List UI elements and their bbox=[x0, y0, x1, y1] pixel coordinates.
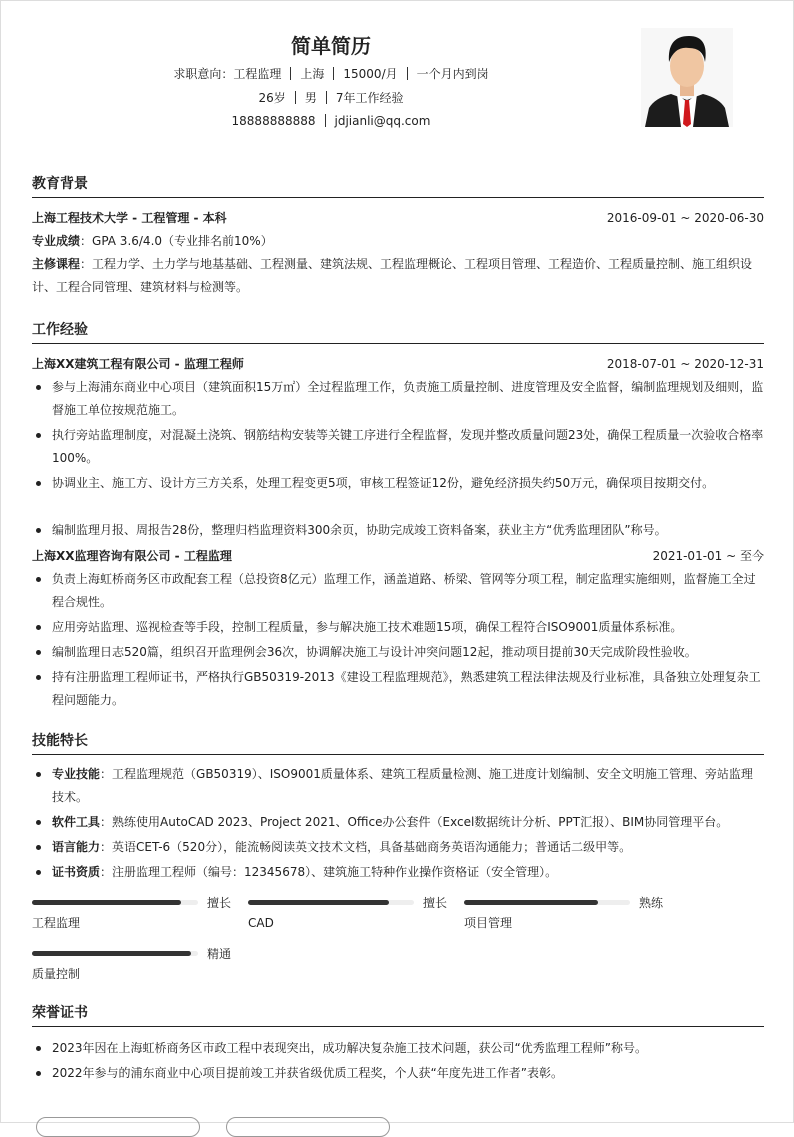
skill-text: ：工程监理规范（GB50319）、ISO9001质量体系、建筑工程质量检测、施工进度计划编制、安全文明施工管理、旁站监理技术。 bbox=[52, 767, 753, 804]
skill-level: 擅长 bbox=[423, 895, 448, 910]
list-item: 编制监理日志520篇，组织召开监理例会36次，协调解决施工与设计冲突问题12起，推动项目提前30天完成阶段性验收。 bbox=[32, 641, 764, 664]
age: 26岁 bbox=[258, 90, 286, 105]
skill-bars bbox=[32, 892, 764, 994]
gpa-label: 专业成绩 bbox=[32, 234, 81, 248]
list-item bbox=[32, 836, 764, 859]
skill-bar-item bbox=[32, 892, 248, 943]
skill-label: 专业技能 bbox=[52, 767, 101, 781]
skill-track bbox=[464, 900, 630, 905]
skill-track bbox=[32, 900, 198, 905]
city: 上海 bbox=[300, 67, 325, 81]
gpa bbox=[32, 230, 764, 253]
availability: 一个月内到岗 bbox=[416, 67, 489, 81]
resume-body bbox=[32, 171, 764, 1087]
skill-track bbox=[248, 900, 414, 905]
salary: 15000/月 bbox=[343, 67, 398, 81]
cut-off-box bbox=[36, 1117, 200, 1137]
education-heading: 教育背景 bbox=[32, 171, 764, 198]
skill-label: 证书资质 bbox=[52, 865, 101, 879]
skill-name: 项目管理 bbox=[464, 916, 513, 930]
list-item: 负责上海虹桥商务区市政配套工程（总投资8亿元）监理工作，涵盖道路、桥梁、管网等分项工程，制定监理实施细则，监督施工全过程合规性。 bbox=[32, 568, 764, 614]
job-date: 2018-07-01 ~ 2020-12-31 bbox=[606, 357, 764, 371]
list-item bbox=[32, 861, 764, 884]
list-item: 执行旁站监理制度，对混凝土浇筑、钢筋结构安装等关键工序进行全程监督，发现并整改质量问题23处，确保工程质量一次验收合格率100%。 bbox=[32, 424, 764, 470]
skill-fill bbox=[248, 900, 389, 905]
skill-name: 工程监理 bbox=[32, 916, 81, 930]
job-title: 上海XX建筑工程有限公司 - 监理工程师 bbox=[32, 357, 244, 371]
skill-level: 熟练 bbox=[639, 895, 664, 910]
gpa-value: ：GPA 3.6/4.0（专业排名前10%） bbox=[80, 234, 273, 248]
list-item: 2023年因在上海虹桥商务区市政工程中表现突出，成功解决复杂施工技术问题，获公司“优秀监理工程师”称号。 bbox=[32, 1037, 764, 1060]
list-item: 编制监理月报、周报告28份，整理归档监理资料300余页，协助完成竣工资料备案，获业主方“优秀监理团队”称号。 bbox=[32, 519, 764, 542]
gender: 男 bbox=[304, 90, 317, 105]
list-item: 持有注册监理工程师证书，严格执行GB50319-2013《建设工程监理规范》，熟悉建筑工程法律法规及行业标准，具备独立处理复杂工程问题能力。 bbox=[32, 666, 764, 712]
skill-label: 语言能力 bbox=[52, 840, 101, 854]
job-intent: 求职意向：工程监理 bbox=[173, 67, 282, 81]
skill-name: 质量控制 bbox=[32, 967, 81, 981]
list-item bbox=[32, 763, 764, 809]
job-bullets bbox=[32, 376, 764, 542]
skill-text: ：英语CET-6（520分），能流畅阅读英文技术文档，具备基础商务英语沟通能力；普通话二级甲等。 bbox=[100, 840, 632, 854]
skill-fill bbox=[464, 900, 598, 905]
work-heading: 工作经验 bbox=[32, 317, 764, 344]
list-item: 应用旁站监理、巡视检查等手段，控制工程质量，参与解决施工技术难题15项，确保工程符合ISO9001质量体系标准。 bbox=[32, 616, 764, 639]
courses-label: 主修课程 bbox=[32, 257, 81, 271]
list-item: 参与上海浦东商业中心项目（建筑面积15万㎡）全过程监理工作，负责施工质量控制、进度管理及安全监督，编制监理规划及细则，监督施工单位按规范施工。 bbox=[32, 376, 764, 422]
skill-level: 擅长 bbox=[207, 895, 232, 910]
skill-fill bbox=[32, 900, 181, 905]
courses-value: ：工程力学、土力学与地基基础、工程测量、建筑法规、工程监理概论、工程项目管理、工程造价、工程质量控制、施工组织设计、工程合同管理、建筑材料与检测等。 bbox=[32, 257, 753, 294]
school: 上海工程技术大学 - 工程管理 - 本科 bbox=[32, 211, 227, 225]
job-bullets bbox=[32, 568, 764, 712]
phone: 18888888888 bbox=[231, 114, 316, 128]
cut-off-box bbox=[226, 1117, 390, 1137]
courses bbox=[32, 253, 764, 299]
skill-bar-item bbox=[464, 892, 680, 943]
honors-heading: 荣誉证书 bbox=[32, 1000, 764, 1027]
skill-name: CAD bbox=[248, 916, 274, 930]
cut-off-boxes bbox=[36, 1117, 390, 1137]
honors-list bbox=[32, 1037, 764, 1085]
job-title: 上海XX监理咨询有限公司 - 工程监理 bbox=[32, 549, 232, 563]
skill-text: ：注册监理工程师（编号：12345678）、建筑施工特种作业操作资格证（安全管理）。 bbox=[100, 865, 558, 879]
job-title-row bbox=[32, 352, 764, 376]
education-date: 2016-09-01 ~ 2020-06-30 bbox=[606, 211, 764, 225]
job-date: 2021-01-01 ~ 至今 bbox=[652, 549, 764, 563]
email: jdjianli@qq.com bbox=[334, 114, 431, 128]
job-intent-line bbox=[1, 63, 661, 87]
contact-line bbox=[1, 110, 661, 134]
personal-line bbox=[1, 87, 661, 111]
skill-label: 软件工具 bbox=[52, 815, 101, 829]
avatar-photo bbox=[641, 28, 733, 127]
experience: 7年工作经验 bbox=[335, 90, 404, 105]
list-item: 2022年参与的浦东商业中心项目提前竣工并获省级优质工程奖，个人获“年度先进工作者”表彰。 bbox=[32, 1062, 764, 1085]
skill-bar-item bbox=[32, 943, 248, 994]
skill-bar-item bbox=[248, 892, 464, 943]
list-item bbox=[32, 811, 764, 834]
skill-level: 精通 bbox=[207, 946, 232, 961]
resume-title: 简单简历 bbox=[291, 34, 371, 58]
skill-text: ：熟练使用AutoCAD 2023、Project 2021、Office办公套件（Excel数据统计分析、PPT汇报）、BIM协同管理平台。 bbox=[100, 815, 729, 829]
resume-header bbox=[1, 29, 661, 134]
skills-list bbox=[32, 763, 764, 884]
job-title-row bbox=[32, 544, 764, 568]
education-row bbox=[32, 206, 764, 230]
skill-track bbox=[32, 951, 198, 956]
skills-heading: 技能特长 bbox=[32, 728, 764, 755]
skill-fill bbox=[32, 951, 191, 956]
list-item: 协调业主、施工方、设计方三方关系，处理工程变更5项，审核工程签证12份，避免经济损失约50万元，确保项目按期交付。 bbox=[32, 472, 764, 495]
